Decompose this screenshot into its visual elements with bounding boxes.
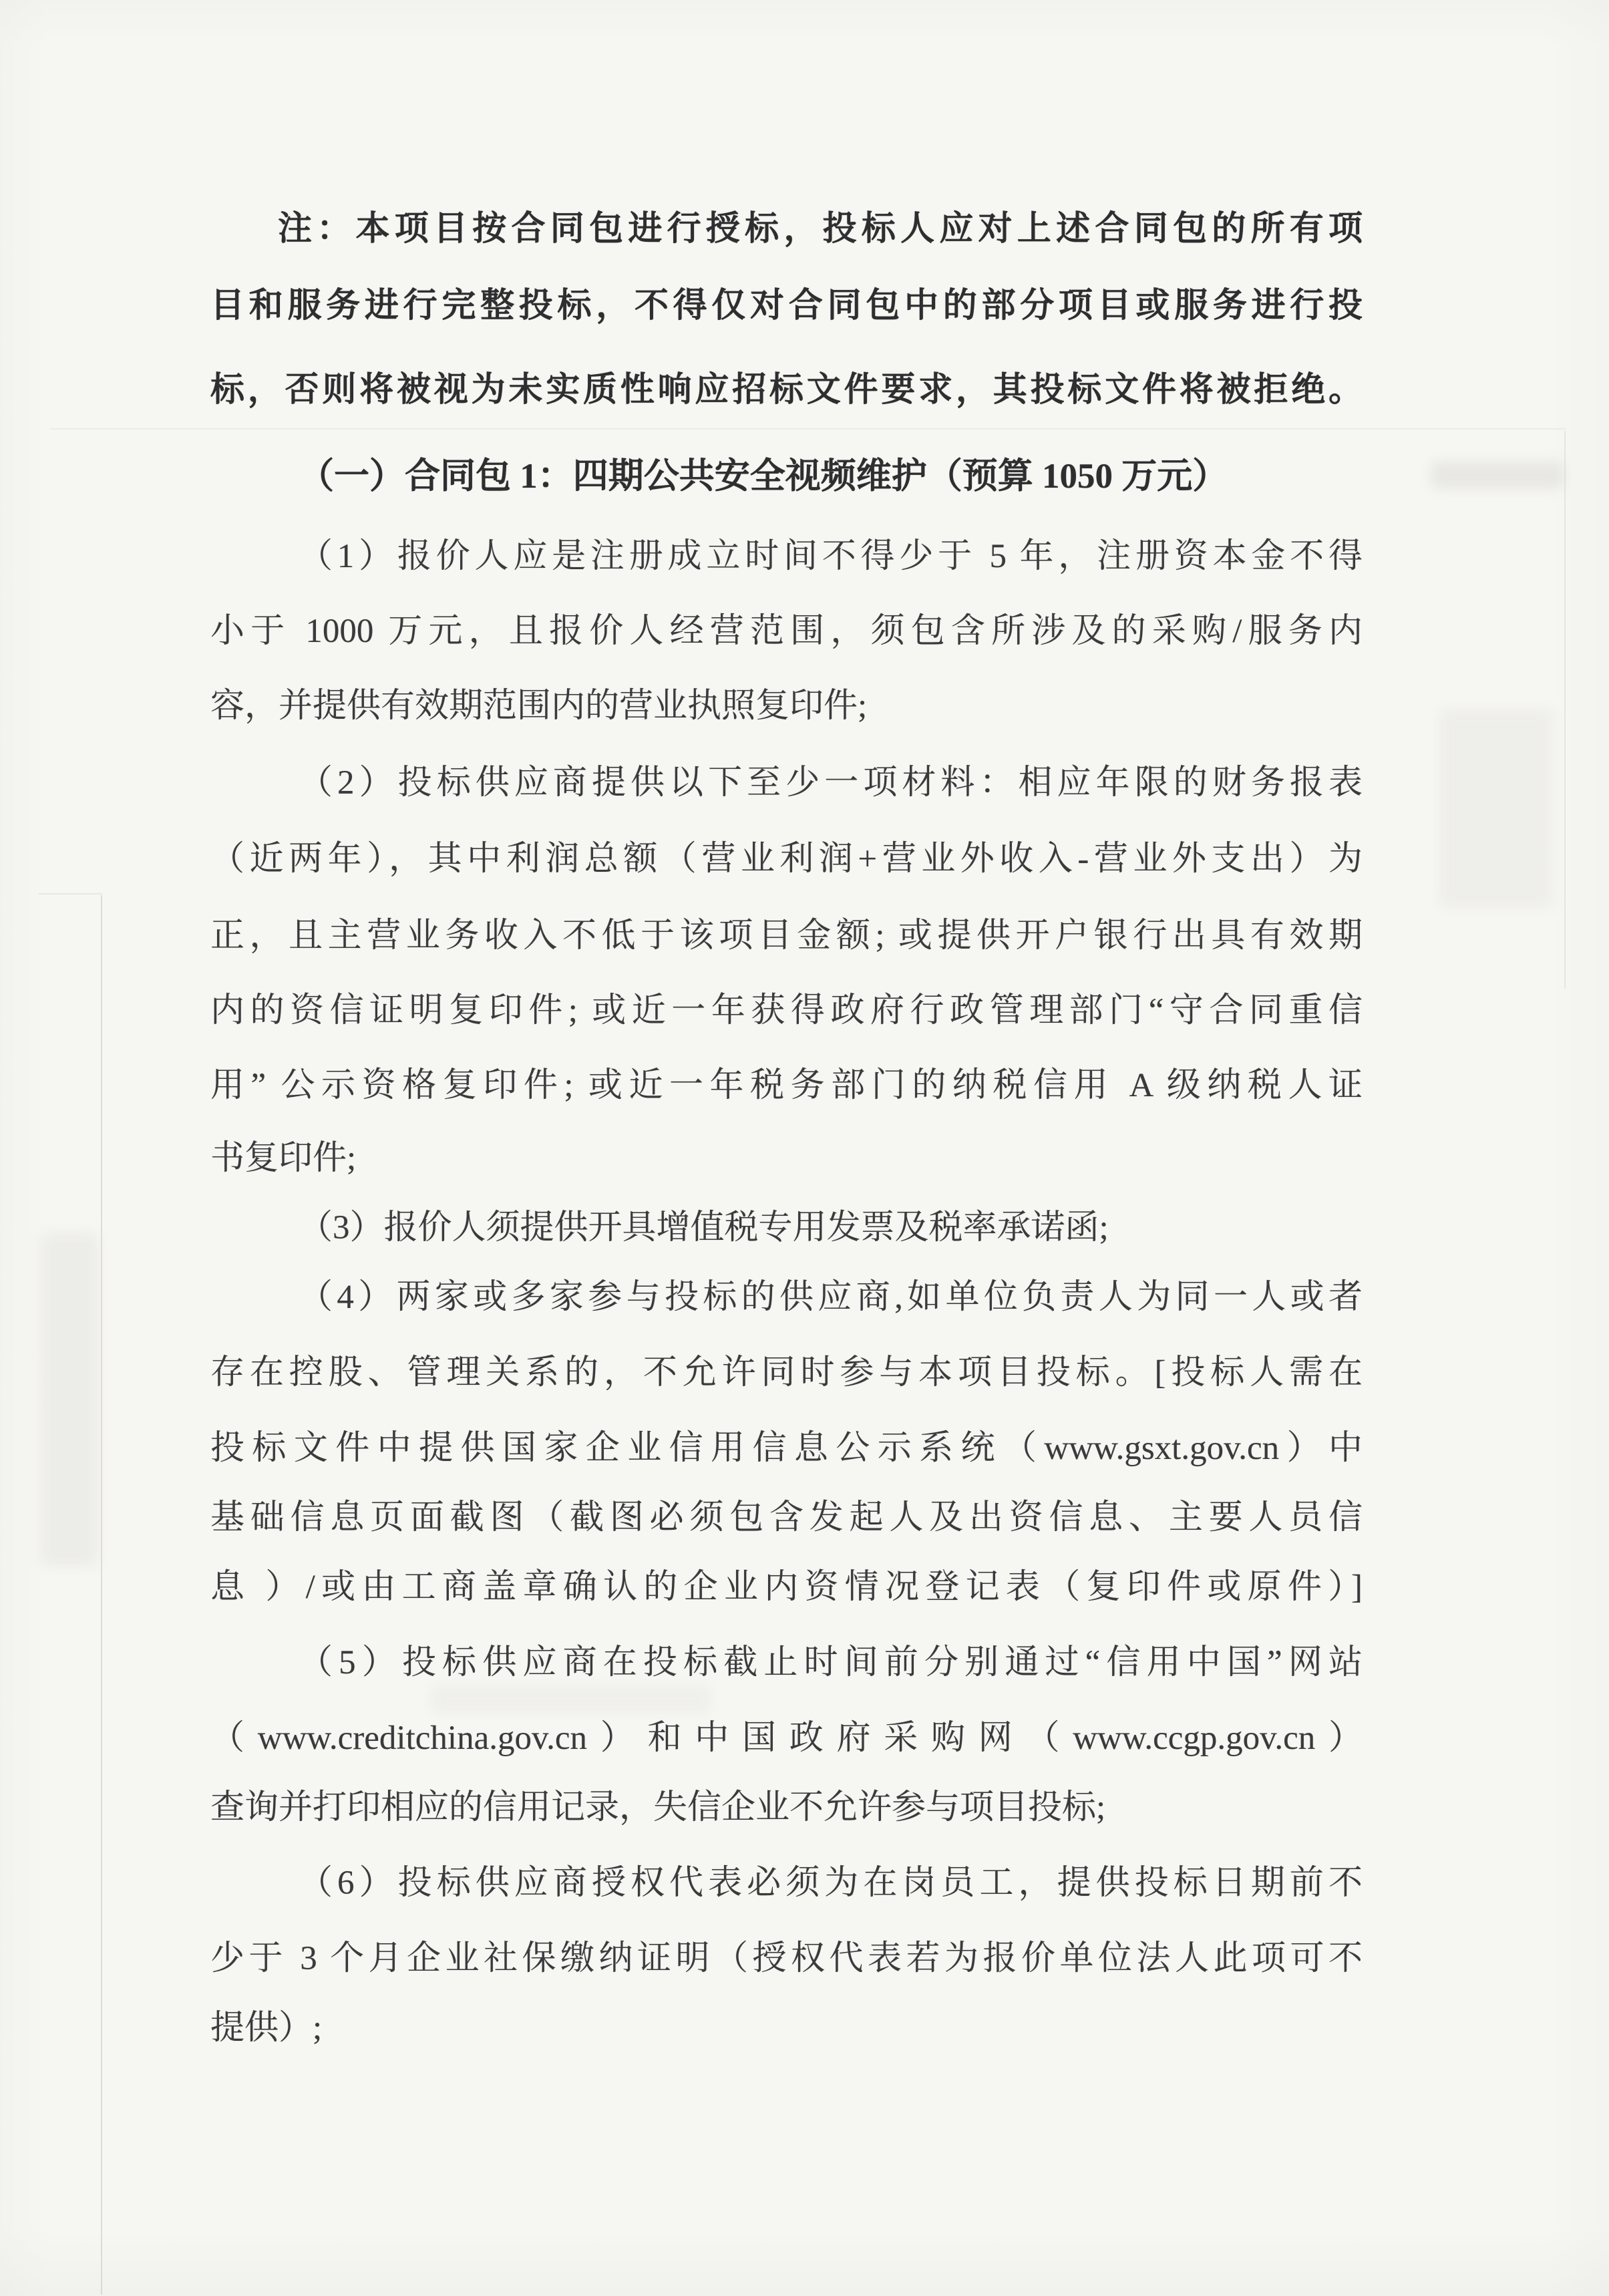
bleedthrough-vertical-line-right xyxy=(1564,431,1566,989)
item-4-line: 投标文件中提供国家企业信用信息公示系统（www.gsxt.gov.cn）中 xyxy=(210,1430,1363,1467)
item-4-line: 基础信息页面截图（截图必须包含发起人及出资信息、主要人员信 xyxy=(210,1499,1363,1536)
item-2-line: （近两年），其中利润总额（营业利润+营业外收入-营业外支出）为 xyxy=(210,840,1363,878)
item-6-line: 少于 3 个月企业社保缴纳证明（授权代表若为报价单位法人此项可不 xyxy=(210,1940,1363,1977)
item-5-line: （5）投标供应商在投标截止时间前分别通过“信用中国”网站 xyxy=(299,1644,1363,1681)
item-1-line: （1）报价人应是注册成立时间不得少于 5 年，注册资本金不得 xyxy=(299,538,1363,575)
item-6-line: 提供）; xyxy=(210,2009,323,2047)
item-2-line: 内的资信证明复印件; 或近一年获得政府行政管理部门“守合同重信 xyxy=(210,992,1363,1029)
item-2-line: （2）投标供应商提供以下至少一项材料：相应年限的财务报表 xyxy=(299,764,1363,802)
item-5-line: （www.creditchina.gov.cn）和中国政府采购网（www.ccgp.gov.cn） xyxy=(210,1719,1363,1757)
item-4-line: （4）两家或多家参与投标的供应商,如单位负责人为同一人或者 xyxy=(299,1279,1363,1316)
bleedthrough-horizontal-line-left xyxy=(39,893,102,894)
note-line: 标，否则将被视为未实质性响应招标文件要求，其投标文件将被拒绝。 xyxy=(210,371,1363,409)
item-1-line: 容，并提供有效期范围内的营业执照复印件; xyxy=(210,687,868,725)
note-line: 目和服务进行完整投标，不得仅对合同包中的部分项目或服务进行投 xyxy=(210,287,1363,325)
item-2-line: 书复印件; xyxy=(210,1140,357,1177)
bleedthrough-smudge xyxy=(1439,708,1553,909)
bleedthrough-smudge xyxy=(41,1233,98,1567)
bleedthrough-smudge xyxy=(1431,461,1564,489)
section-heading-line: （一）合同包 1：四期公共安全视频维护（预算 1050 万元） xyxy=(299,457,1228,496)
item-4-line: 息 ）/或由工商盖章确认的企业内资情况登记表（复印件或原件）] xyxy=(210,1569,1363,1606)
item-2-line: 正，且主营业务收入不低于该项目金额; 或提供开户银行出具有效期 xyxy=(210,917,1363,955)
item-5-line: 查询并打印相应的信用记录，失信企业不允许参与项目投标; xyxy=(210,1789,1106,1826)
item-4-line: 存在控股、管理关系的，不允许同时参与本项目投标。[投标人需在 xyxy=(210,1354,1363,1391)
item-6-line: （6）投标供应商授权代表必须为在岗员工，提供投标日期前不 xyxy=(299,1864,1363,1902)
item-3-line: （3）报价人须提供开具增值税专用发票及税率承诺函; xyxy=(299,1209,1109,1247)
item-2-line: 用” 公示资格复印件; 或近一年税务部门的纳税信用 A 级纳税人证 xyxy=(210,1067,1363,1104)
bleedthrough-smudge xyxy=(431,1685,711,1714)
note-line: 注：本项目按合同包进行授标，投标人应对上述合同包的所有项 xyxy=(278,210,1363,248)
bleedthrough-horizontal-line-top xyxy=(50,428,1566,430)
bleedthrough-vertical-line-left xyxy=(101,895,102,2295)
item-1-line: 小于 1000 万元，且报价人经营范围，须包含所涉及的采购/服务内 xyxy=(210,613,1363,650)
